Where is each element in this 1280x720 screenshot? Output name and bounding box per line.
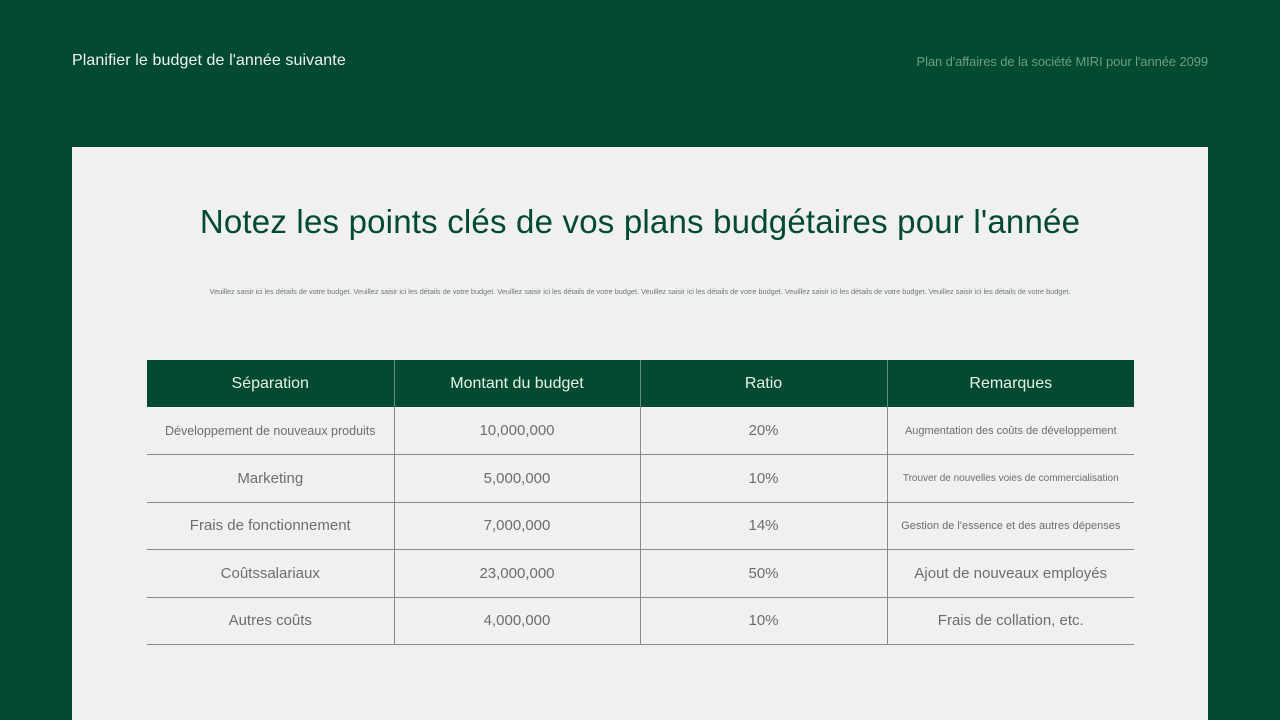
cell-category: Développement de nouveaux produits bbox=[147, 407, 394, 455]
cell-category: Frais de fonctionnement bbox=[147, 502, 394, 550]
header-amount: Montant du budget bbox=[394, 360, 640, 407]
budget-table bbox=[147, 360, 1134, 645]
slide-header-title: Planifier le budget de l'année suivante bbox=[72, 52, 346, 69]
cell-category: Marketing bbox=[147, 455, 394, 503]
cell-category: Autres coûts bbox=[147, 597, 394, 645]
cell-amount: 23,000,000 bbox=[394, 550, 640, 598]
cell-remark: Augmentation des coûts de développement bbox=[887, 407, 1134, 455]
slide-header-caption: Plan d'affaires de la société MIRI pour l'année 2099 bbox=[916, 54, 1208, 69]
cell-amount: 7,000,000 bbox=[394, 502, 640, 550]
header-remarks: Remarques bbox=[887, 360, 1134, 407]
cell-remark: Frais de collation, etc. bbox=[887, 597, 1134, 645]
cell-ratio: 20% bbox=[640, 407, 887, 455]
cell-category: Coûtssalariaux bbox=[147, 550, 394, 598]
card-subtitle: Veuillez saisir ici les détails de votre budget. Veuillez saisir ici les détails de votre budget. Veuillez saisir ici les détails de votre budget. Veuillez saisir ici les détails de votre budget. Veuillez saisir ici les détails de votre budget. Veuillez saisir ici les détails de votre budget. bbox=[209, 287, 1071, 296]
table-row bbox=[147, 455, 1134, 503]
cell-amount: 4,000,000 bbox=[394, 597, 640, 645]
cell-amount: 10,000,000 bbox=[394, 407, 640, 455]
table-row bbox=[147, 597, 1134, 645]
table-header-row bbox=[147, 360, 1134, 407]
cell-remark: Gestion de l'essence et des autres dépenses bbox=[887, 502, 1134, 550]
cell-ratio: 14% bbox=[640, 502, 887, 550]
card-title: Notez les points clés de vos plans budgétaires pour l'année bbox=[199, 203, 1081, 240]
cell-ratio: 50% bbox=[640, 550, 887, 598]
content-card bbox=[72, 147, 1208, 720]
cell-remark: Ajout de nouveaux employés bbox=[887, 550, 1134, 598]
table-row bbox=[147, 407, 1134, 455]
cell-remark: Trouver de nouvelles voies de commercialisation bbox=[887, 455, 1134, 503]
cell-ratio: 10% bbox=[640, 455, 887, 503]
table-row bbox=[147, 502, 1134, 550]
cell-ratio: 10% bbox=[640, 597, 887, 645]
cell-amount: 5,000,000 bbox=[394, 455, 640, 503]
header-ratio: Ratio bbox=[640, 360, 887, 407]
header-separation: Séparation bbox=[147, 360, 394, 407]
table-row bbox=[147, 550, 1134, 598]
